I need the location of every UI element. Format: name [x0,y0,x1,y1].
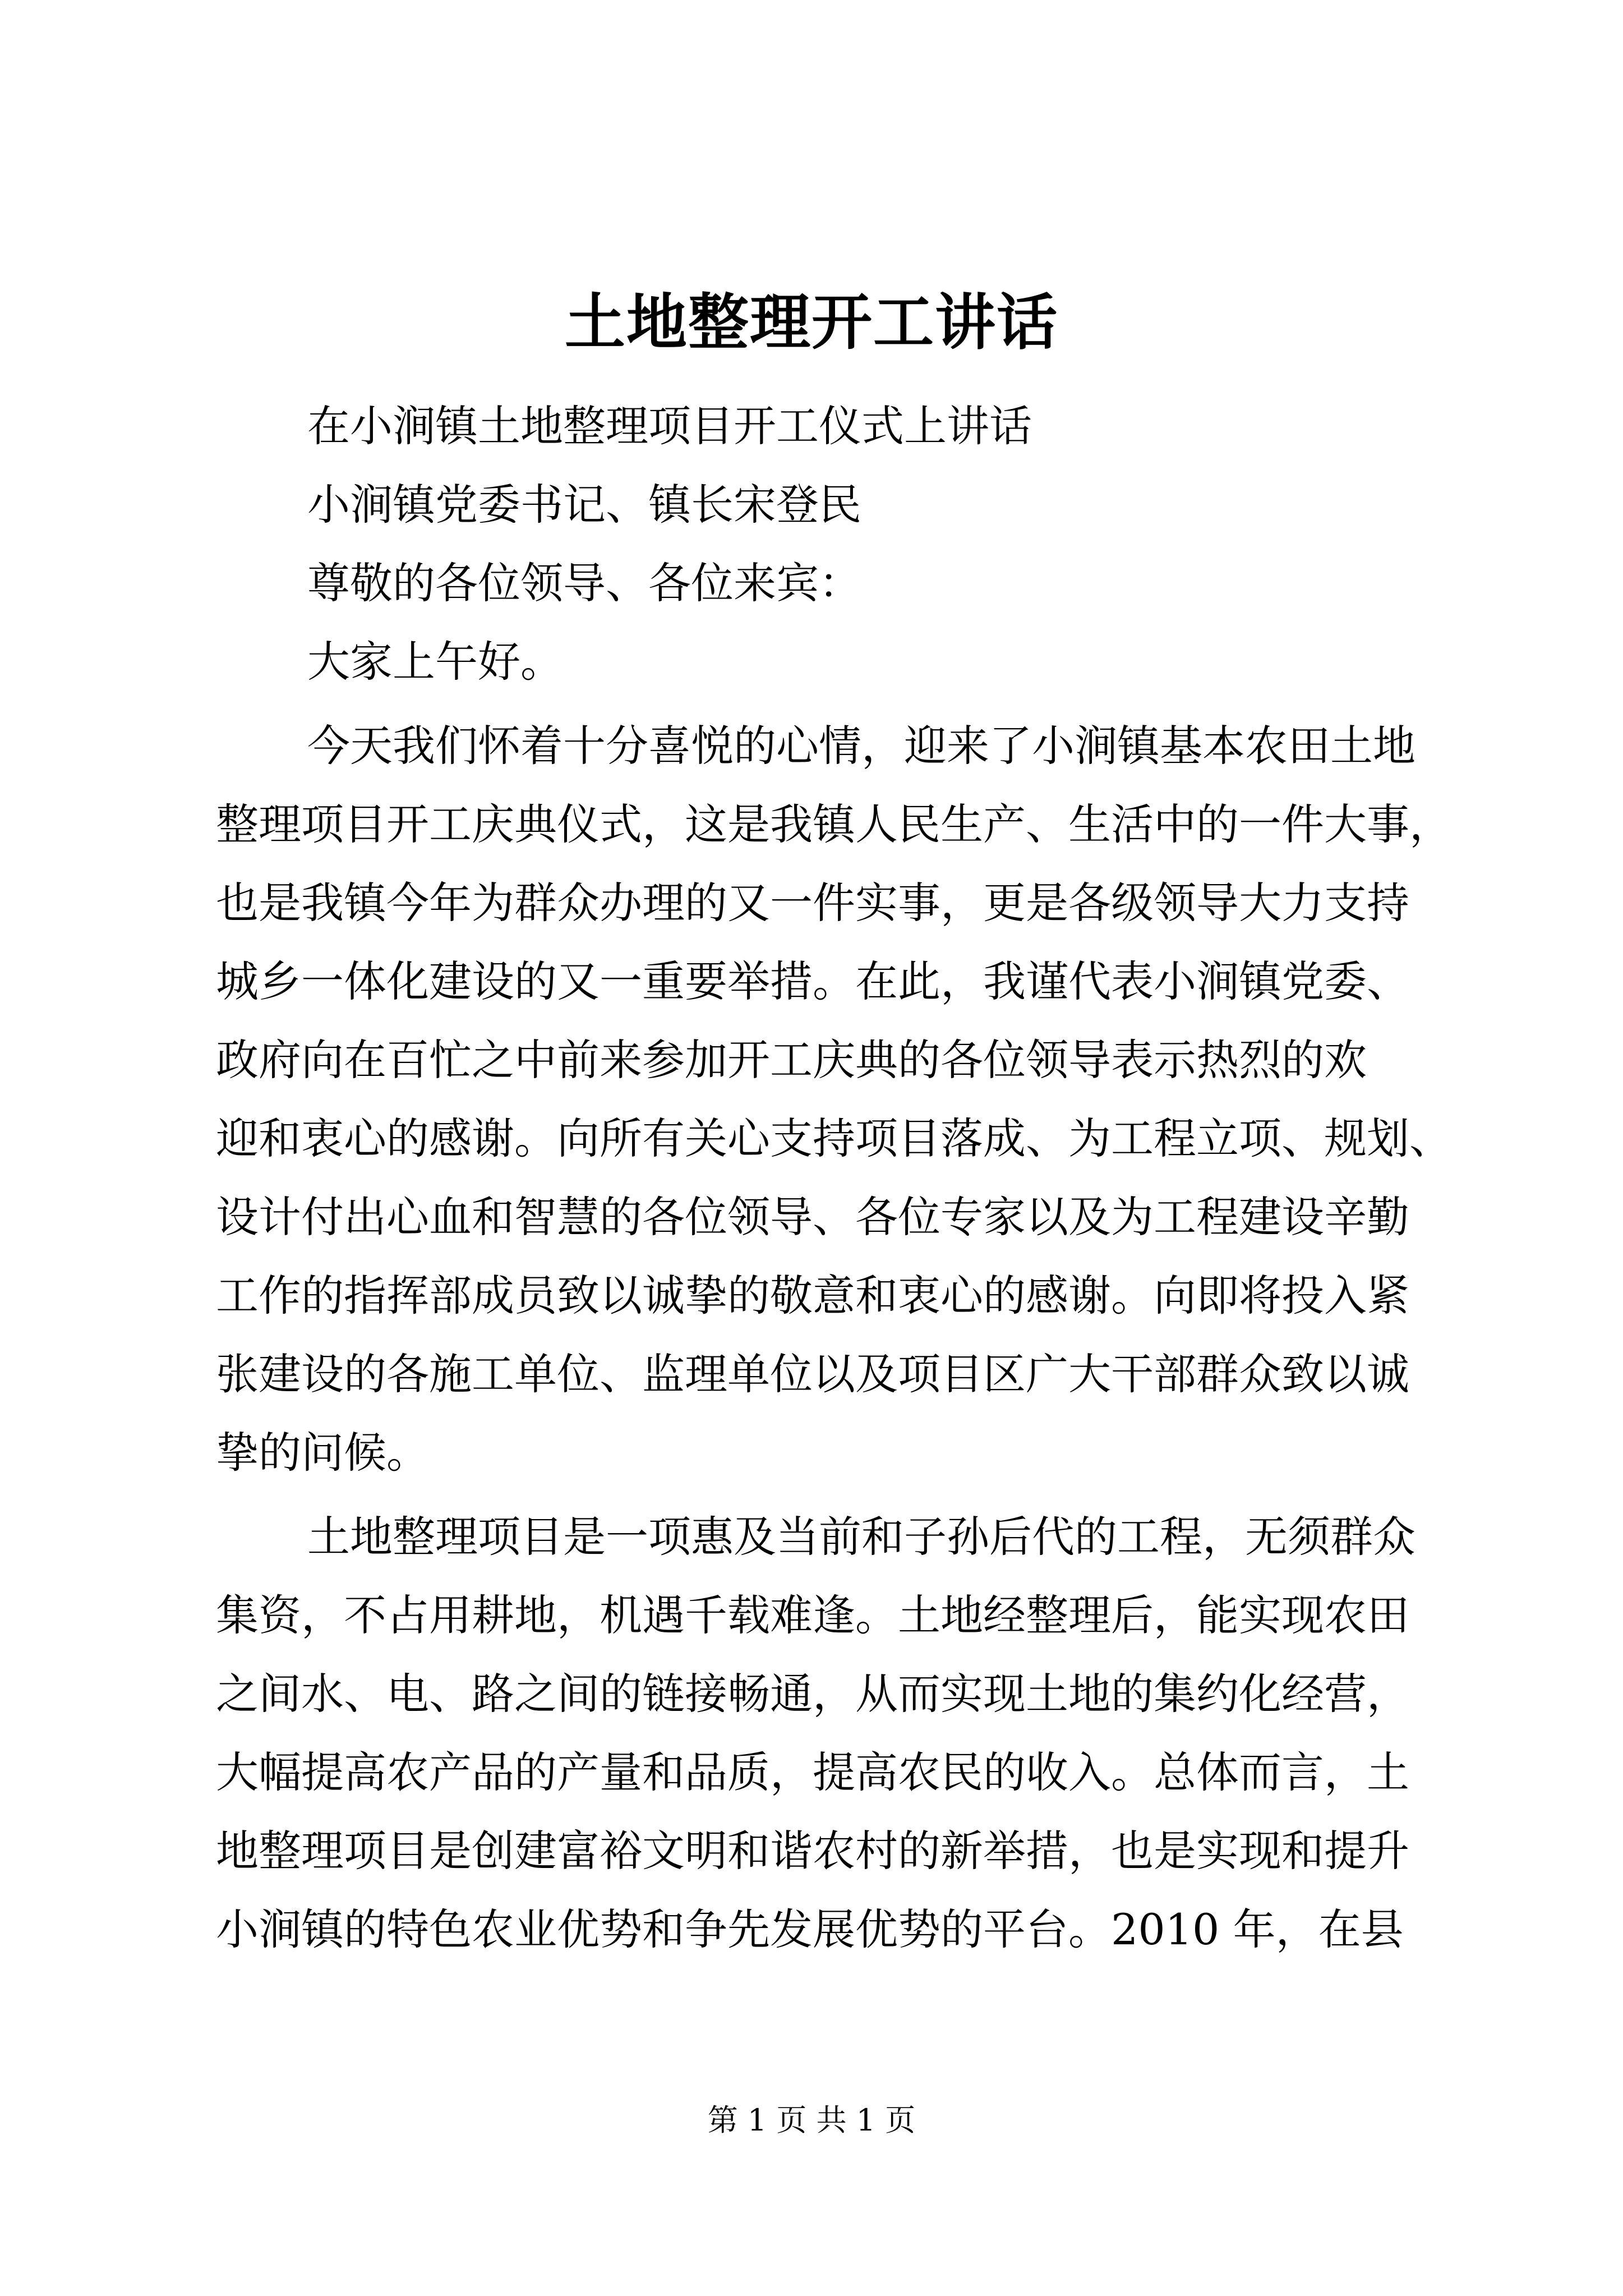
paragraph-line: 整理项目开工庆典仪式，这是我镇人民生产、生活中的一件大事， [216,799,1452,849]
paragraph-line: 地整理项目是创建富裕文明和谐农村的新举措，也是实现和提升 [216,1826,1409,1876]
paragraph-line: 政府向在百忙之中前来参加开工庆典的各位领导表示热烈的欢 [216,1035,1367,1085]
paragraph-line: 也是我镇今年为群众办理的又一件实事，更是各级领导大力支持 [216,878,1409,928]
paragraph-line: 张建设的各施工单位、监理单位以及项目区广大干部群众致以诚 [216,1349,1409,1399]
salutation-line: 尊敬的各位领导、各位来宾： [307,558,861,608]
paragraph-line: 工作的指挥部成员致以诚挚的敬意和衷心的感谢。向即将投入紧 [216,1271,1409,1320]
paragraph-line: 小涧镇的特色农业优势和争先发展优势的平台。2010 年，在县 [216,1904,1404,1954]
paragraph-line: 之间水、电、路之间的链接畅通，从而实现土地的集约化经营， [216,1669,1409,1719]
paragraph-line: 迎和衷心的感谢。向所有关心支持项目落成、为工程立项、规划、 [216,1114,1452,1163]
subtitle-line: 在小涧镇土地整理项目开工仪式上讲话 [307,401,1032,451]
speaker-line: 小涧镇党委书记、镇长宋登民 [307,480,861,530]
paragraph-line: 今天我们怀着十分喜悦的心情，迎来了小涧镇基本农田土地 [307,721,1415,771]
paragraph-line: 设计付出心血和智慧的各位领导、各位专家以及为工程建设辛勤 [216,1192,1409,1242]
paragraph-line: 城乡一体化建设的又一重要举措。在此，我谨代表小涧镇党委、 [216,956,1409,1006]
page-number-footer: 第 1 页 共 1 页 [707,2102,916,2138]
greeting-line: 大家上午好。 [307,637,563,687]
paragraph-line: 集资，不占用耕地，机遇千载难逢。土地经整理后，能实现农田 [216,1590,1409,1640]
document-title: 土地整理开工讲话 [564,287,1058,358]
paragraph-line: 大幅提高农产品的产量和品质，提高农民的收入。总体而言，土 [216,1747,1409,1797]
paragraph-line: 土地整理项目是一项惠及当前和子孙后代的工程，无须群众 [307,1512,1415,1562]
paragraph-line: 挚的问候。 [216,1428,429,1478]
